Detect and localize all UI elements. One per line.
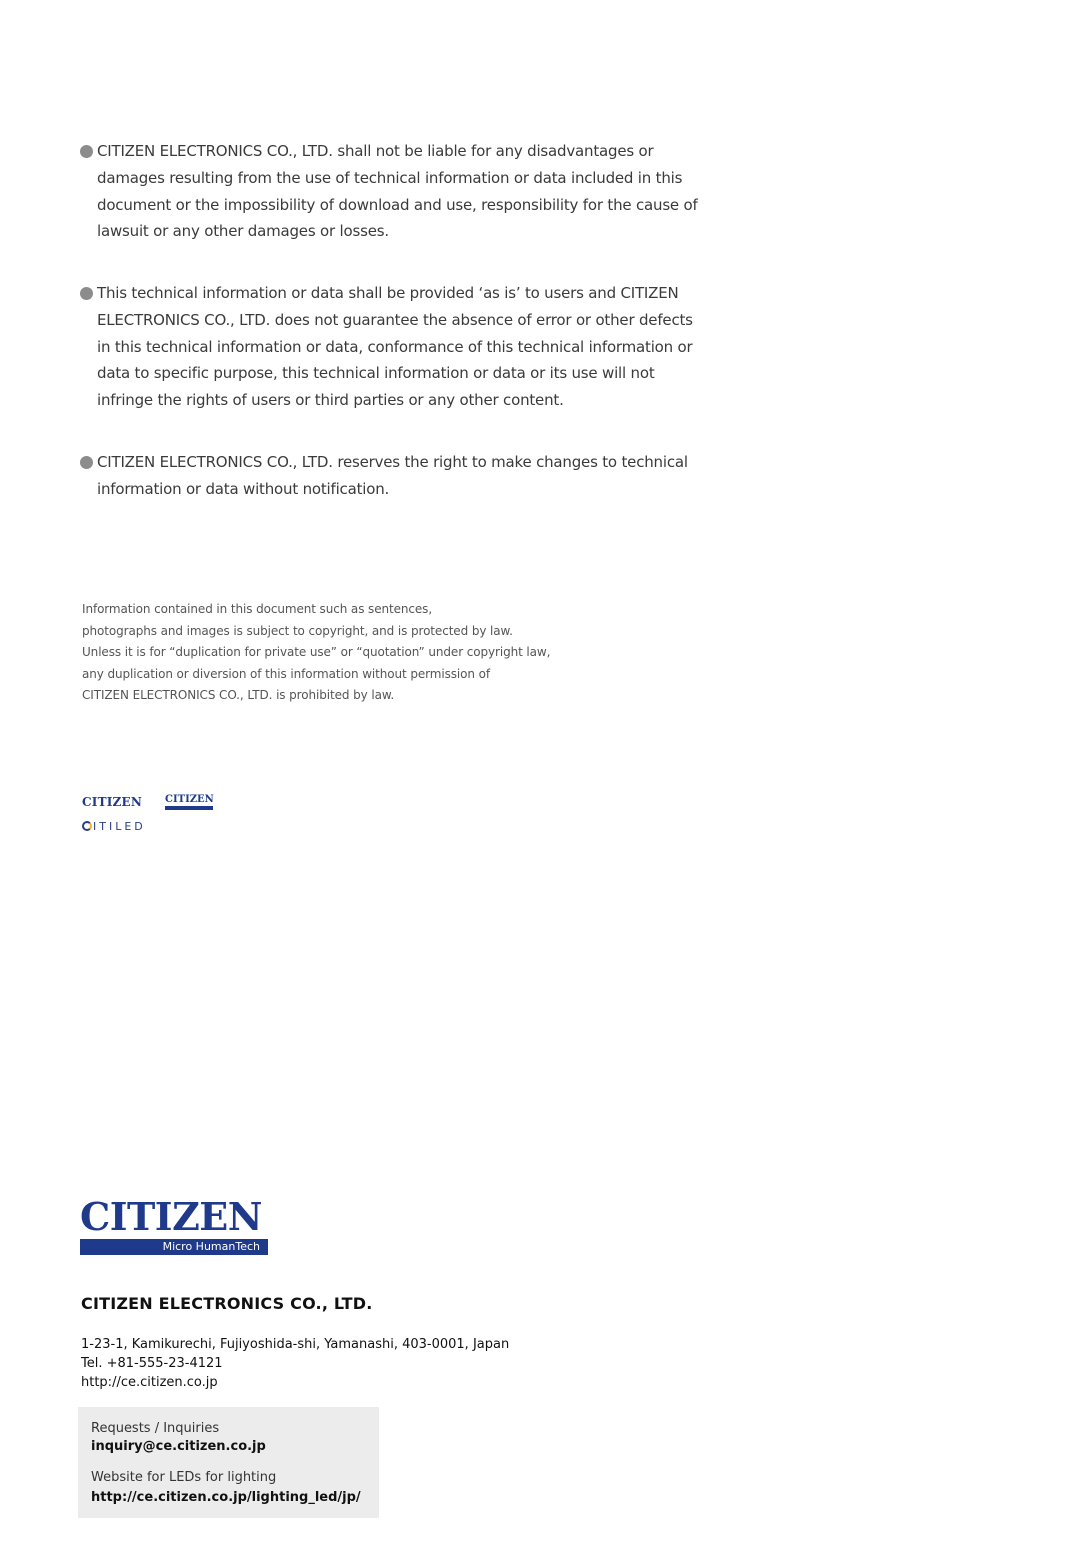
bullet-dot-icon — [80, 145, 93, 158]
notice-line: data to specific purpose, this technical information or data or its use will not — [97, 364, 655, 383]
company-url[interactable]: http://ce.citizen.co.jp — [81, 1375, 218, 1390]
notice-line: lawsuit or any other damages or losses. — [97, 222, 389, 241]
citiled-logo-text: ITILED — [93, 820, 146, 833]
copyright-line: photographs and images is subject to copyright, and is protected by law. — [82, 623, 513, 638]
notice-line: This technical information or data shall be provided ‘as is’ to users and CITIZEN — [97, 284, 679, 302]
requests-email-link[interactable]: inquiry@ce.citizen.co.jp — [91, 1439, 266, 1454]
company-name: CITIZEN ELECTRONICS CO., LTD. — [81, 1294, 373, 1313]
citiled-c-icon — [82, 821, 92, 831]
citizen-logo-word: CITIZEN — [80, 1194, 263, 1239]
citiled-logo — [82, 820, 146, 833]
copyright-line: Unless it is for “duplication for private use” or “quotation” under copyright law, — [82, 645, 551, 659]
citizen-small-logo: CITIZEN — [82, 795, 142, 809]
logo-bar — [165, 806, 213, 810]
website-label: Website for LEDs for lighting — [91, 1470, 277, 1485]
copyright-notice — [82, 599, 642, 707]
notice-line: in this technical information or data, conformance of this technical information or — [97, 337, 693, 356]
bullet-dot-icon — [80, 456, 93, 469]
notice-line: infringe the rights of users or third parties or any other content. — [97, 391, 564, 410]
company-address-block — [81, 1335, 509, 1392]
citizen-main-logo — [80, 1194, 268, 1255]
notice-line: damages resulting from the use of technical information or data included in this — [97, 168, 683, 187]
bullet-dot-icon — [80, 287, 93, 300]
copyright-line: any duplication or diversion of this information without permission of — [82, 666, 490, 681]
citizen-micro-logo-word: CITIZEN — [165, 794, 214, 805]
requests-label: Requests / Inquiries — [91, 1421, 220, 1436]
disclaimer-notice-changes — [80, 449, 737, 503]
disclaimer-notice-liability — [80, 138, 737, 245]
notice-line: CITIZEN ELECTRONICS CO., LTD. shall not be liable for any disadvantages or — [97, 142, 654, 160]
copyright-line: CITIZEN ELECTRONICS CO., LTD. is prohibited by law. — [82, 688, 395, 702]
citizen-micro-humantech-small-logo — [165, 794, 213, 812]
notice-line: document or the impossibility of download and use, responsibility for the cause of — [97, 195, 698, 214]
notice-line: CITIZEN ELECTRONICS CO., LTD. reserves the right to make changes to technical — [97, 453, 688, 471]
micro-humantech-tagline: Micro HumanTech — [80, 1239, 268, 1255]
contact-box — [78, 1407, 379, 1518]
company-address: 1-23-1, Kamikurechi, Fujiyoshida-shi, Yamanashi, 403-0001, Japan — [81, 1337, 510, 1352]
copyright-line: Information contained in this document such as sentences, — [82, 602, 433, 616]
company-tel: Tel. +81-555-23-4121 — [81, 1356, 223, 1371]
notice-line: information or data without notification. — [97, 479, 390, 498]
website-url-link[interactable]: http://ce.citizen.co.jp/lighting_led/jp/ — [91, 1490, 361, 1505]
disclaimer-notice-as-is — [80, 280, 737, 414]
notice-line: ELECTRONICS CO., LTD. does not guarantee the absence of error or other defects — [97, 310, 693, 329]
